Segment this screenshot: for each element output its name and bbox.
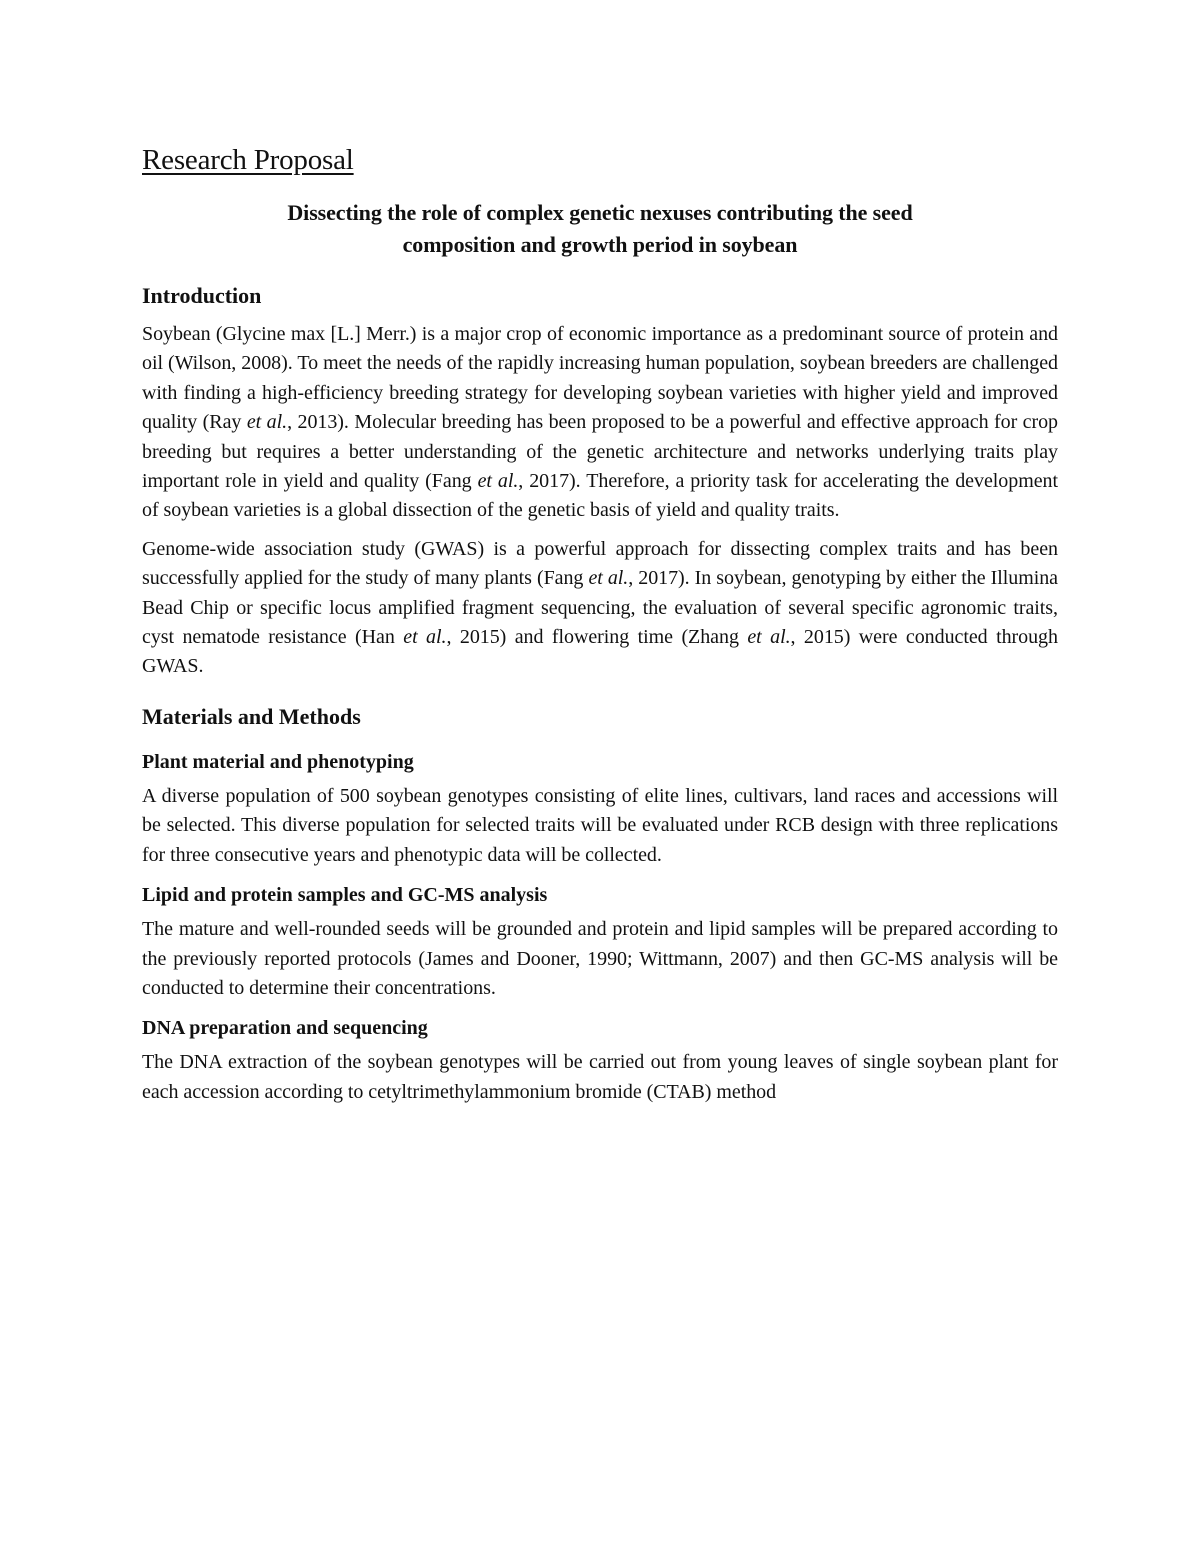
italic-citation: et al. xyxy=(246,411,288,434)
introduction-paragraph-1 xyxy=(142,320,1058,526)
text-segment: , 2017). Therefore, a priority task for accelerating the development of soybean varieties is a global dissection of the genetic basis of yield and quality traits. xyxy=(142,470,1058,522)
document-page xyxy=(142,140,1058,1107)
text-segment: , 2013). Molecular breeding has been proposed to be a powerful and effective approach for crop breeding but requires a better understanding of the genetic architecture and networks underlying traits play important role in yield and quality (Fang xyxy=(142,411,1059,493)
italic-citation: et al. xyxy=(588,567,629,590)
subtitle-line-2: composition and growth period in soybean xyxy=(402,232,798,257)
dna-preparation-paragraph: The DNA extraction of the soybean genotypes will be carried out from young leaves of single soybean plant for each accession according to cetyltrimethylammonium bromide (CTAB) method xyxy=(142,1051,1058,1103)
text-segment: , 2015) were conducted through GWAS. xyxy=(142,626,1058,678)
dna-preparation-heading: DNA preparation and sequencing xyxy=(142,1017,428,1040)
subtitle-line-1: Dissecting the role of complex genetic nexuses contributing the seed xyxy=(287,200,913,225)
text-segment: , 2015) and flowering time (Zhang xyxy=(446,626,748,649)
italic-citation: et al. xyxy=(747,626,791,649)
italic-citation: et al. xyxy=(403,626,447,649)
text-segment: Soybean (Glycine max [L.] Merr.) is a major crop of economic importance as a predominant source of protein and oil (Wilson, 2008). To meet the needs of the rapidly increasing human population, soybean breeders are challenged with finding a high-efficiency breeding strategy for developing soybean varieties with higher yield and improved quality (Ray xyxy=(142,323,1058,434)
document-subtitle xyxy=(142,197,1058,261)
document-title: Research Proposal xyxy=(142,144,354,176)
text-segment: Genome-wide association study (GWAS) is a powerful approach for dissecting complex traits and has been successfully applied for the study of many plants (Fang xyxy=(142,537,1058,590)
lipid-protein-heading: Lipid and protein samples and GC-MS analysis xyxy=(142,884,548,907)
italic-citation: et al. xyxy=(477,470,519,493)
plant-material-paragraph: A diverse population of 500 soybean genotypes consisting of elite lines, cultivars, land races and accessions will be selected. This diverse population for selected traits will be evaluated under RCB design with three replications for three consecutive years and phenotypic data will be collected. xyxy=(142,784,1058,866)
text-segment: , 2017). In soybean, genotyping by either the Illumina Bead Chip or specific locus amplified fragment sequencing, the evaluation of several specific agronomic traits, cyst nematode resistance (Han xyxy=(142,567,1058,649)
lipid-protein-paragraph: The mature and well-rounded seeds will be grounded and protein and lipid samples will be prepared according to the previously reported protocols (James and Dooner, 1990; Wittmann, 2007) and then GC-MS analysis will be conducted to determine their concentrations. xyxy=(142,918,1058,999)
plant-material-heading: Plant material and phenotyping xyxy=(142,750,414,773)
introduction-heading: Introduction xyxy=(142,283,262,308)
introduction-paragraph-2 xyxy=(142,535,1058,682)
materials-methods-heading: Materials and Methods xyxy=(142,703,361,729)
